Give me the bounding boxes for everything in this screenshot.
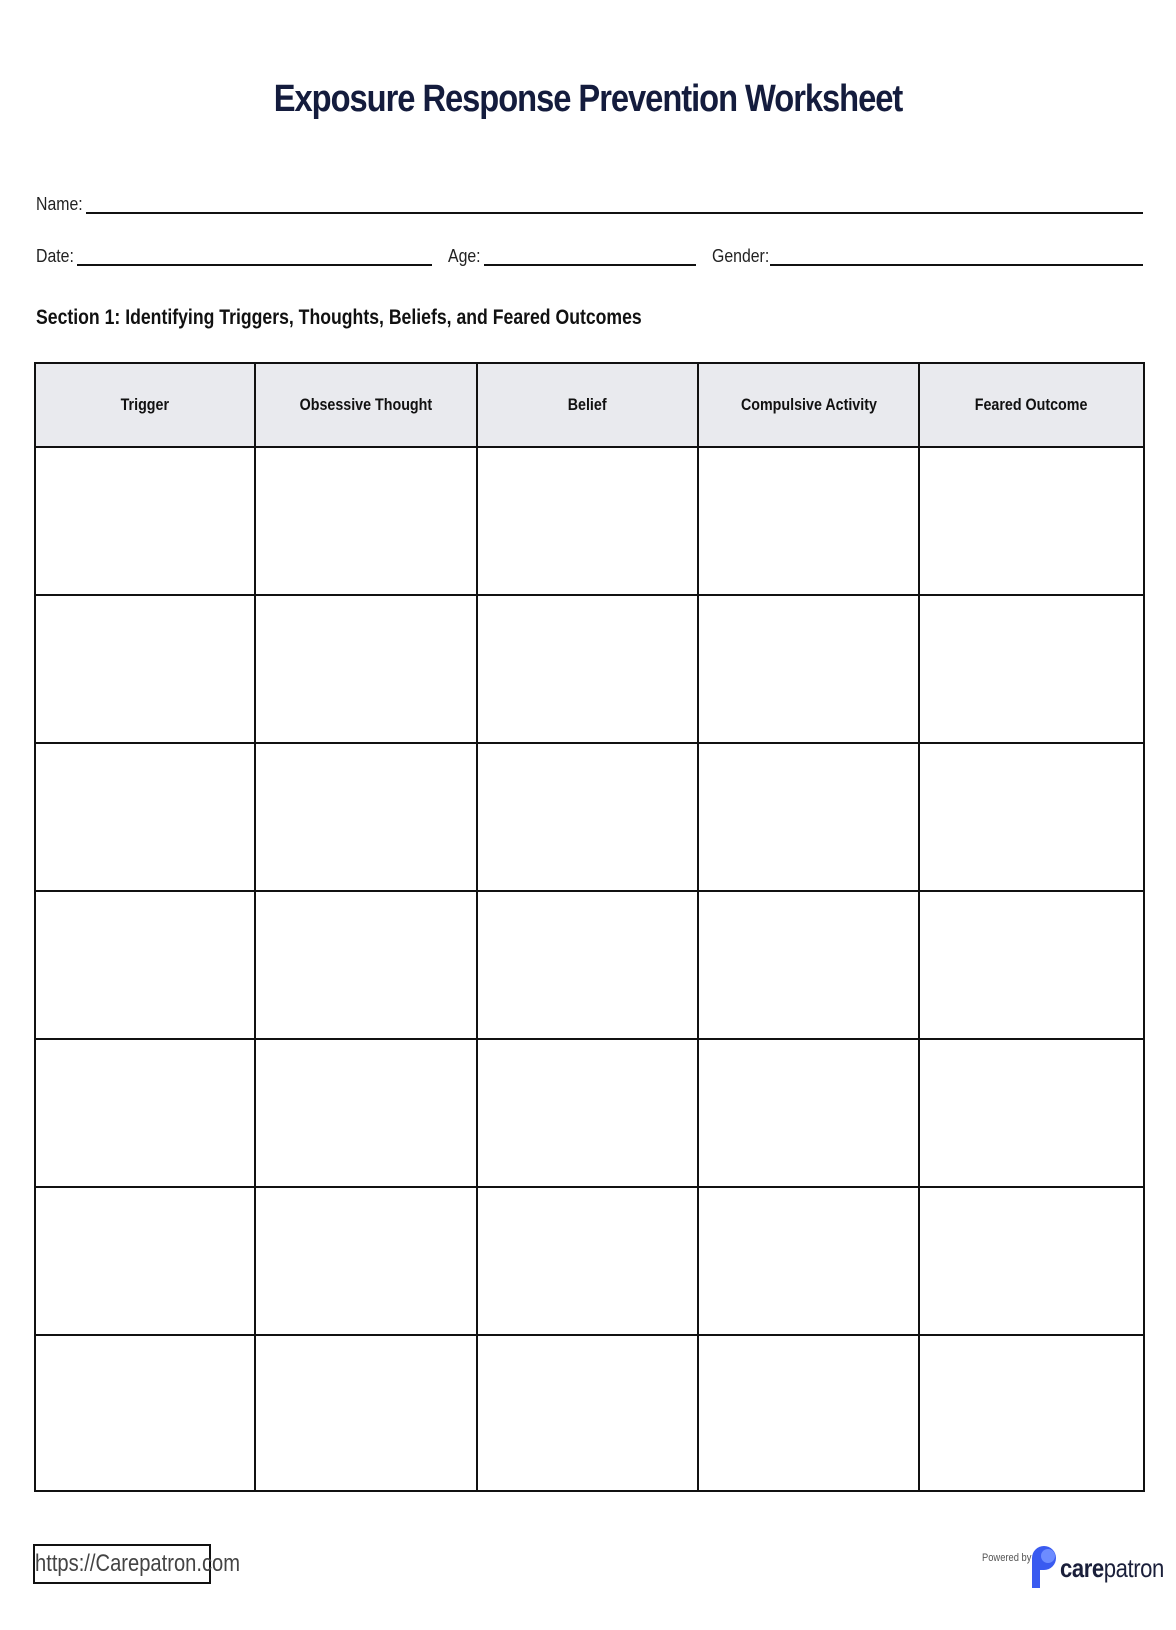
carepatron-logo-icon (1026, 1544, 1062, 1590)
table-cell[interactable] (919, 595, 1144, 743)
table-row (35, 447, 1144, 595)
name-row (36, 190, 1143, 220)
name-label: Name: (36, 194, 83, 214)
table-cell[interactable] (919, 743, 1144, 891)
table-cell[interactable] (698, 595, 919, 743)
table-cell[interactable] (477, 1039, 698, 1187)
column-header-compulsive-activity: Compulsive Activity (698, 363, 919, 447)
table-cell[interactable] (477, 595, 698, 743)
carepatron-logo-text: carepatron (1060, 1553, 1164, 1583)
worksheet-table (34, 362, 1145, 1492)
table-row (35, 1039, 1144, 1187)
date-field[interactable] (77, 264, 432, 266)
table-cell[interactable] (919, 1187, 1144, 1335)
table-cell[interactable] (919, 891, 1144, 1039)
age-field[interactable] (484, 264, 696, 266)
table-cell[interactable] (698, 447, 919, 595)
table-cell[interactable] (477, 891, 698, 1039)
table-cell[interactable] (255, 743, 477, 891)
column-header-trigger: Trigger (35, 363, 255, 447)
table-cell[interactable] (35, 891, 255, 1039)
table-cell[interactable] (255, 595, 477, 743)
column-header-obsessive-thought: Obsessive Thought (255, 363, 477, 447)
table-cell[interactable] (35, 447, 255, 595)
table-cell[interactable] (919, 1039, 1144, 1187)
table-cell[interactable] (698, 1039, 919, 1187)
table-row (35, 891, 1144, 1039)
table-cell[interactable] (255, 447, 477, 595)
table-row (35, 595, 1144, 743)
table-cell[interactable] (35, 1187, 255, 1335)
table-cell[interactable] (477, 1187, 698, 1335)
column-header-feared-outcome: Feared Outcome (919, 363, 1144, 447)
table-cell[interactable] (35, 1039, 255, 1187)
powered-by-label: Powered by (982, 1552, 1032, 1564)
section-1-title: Section 1: Identifying Triggers, Thoughts, Beliefs, and Feared Outcomes (36, 306, 642, 329)
table-cell[interactable] (255, 891, 477, 1039)
column-header-belief: Belief (477, 363, 698, 447)
gender-field[interactable] (770, 264, 1143, 266)
carepatron-link[interactable]: https://Carepatron.com (33, 1544, 211, 1584)
table-header-row (35, 363, 1144, 447)
table-row (35, 1187, 1144, 1335)
gender-label: Gender: (712, 246, 770, 266)
page-title: Exposure Response Prevention Worksheet (273, 78, 903, 120)
table-cell[interactable] (698, 891, 919, 1039)
table-row (35, 1335, 1144, 1491)
table-row (35, 743, 1144, 891)
table-cell[interactable] (255, 1187, 477, 1335)
table-cell[interactable] (698, 1335, 919, 1491)
table-cell[interactable] (698, 1187, 919, 1335)
age-label: Age: (448, 246, 481, 266)
date-label: Date: (36, 246, 74, 266)
table-cell[interactable] (477, 743, 698, 891)
table-cell[interactable] (477, 1335, 698, 1491)
table-cell[interactable] (35, 1335, 255, 1491)
table-cell[interactable] (35, 595, 255, 743)
table-cell[interactable] (35, 743, 255, 891)
table-cell[interactable] (255, 1039, 477, 1187)
date-age-gender-row (36, 242, 1143, 272)
table-cell[interactable] (698, 743, 919, 891)
table-cell[interactable] (477, 447, 698, 595)
table-cell[interactable] (255, 1335, 477, 1491)
table-cell[interactable] (919, 447, 1144, 595)
table-cell[interactable] (919, 1335, 1144, 1491)
name-field[interactable] (86, 212, 1143, 214)
